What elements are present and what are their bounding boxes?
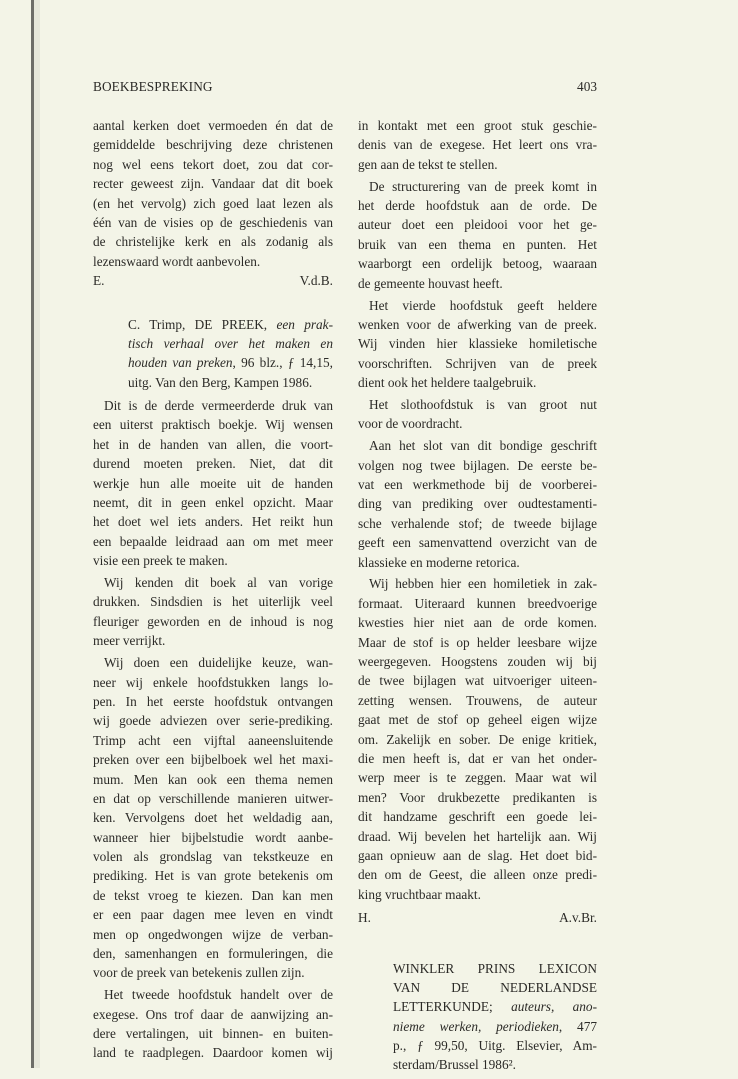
citation-line [393,959,597,978]
citation-line [128,353,333,372]
paragraph [93,396,333,571]
paragraph [358,116,597,174]
text-line: het in de handen van allen, die voort- [93,436,333,452]
text-line: Maar de stof is op helder leesbare wijze [358,634,597,650]
text-line: geeft een samenvattend overzicht van de [358,535,597,551]
text-line: Wij kenden dit boek al van vorige [104,575,333,591]
citation-text: uitg. Van den Berg, Kampen 1986. [128,374,313,390]
text-line: in kontakt met een groot stuk geschie- [358,118,597,133]
review-signoff [93,271,333,290]
text-line: den, samenhangen en formuleringen, die [93,946,333,962]
text-line: het derde hoofdstuk aan de orde. De [358,198,597,214]
citation-subtitle: auteurs, ano- [511,999,597,1015]
citation-subtitle: tisch verhaal over het maken en [128,335,333,351]
signoff-place: H. [358,910,371,926]
book-citation [393,959,597,1075]
text-line: sche verhalende stof; de tweede bijlage [358,515,597,531]
text-line: Aan het slot van dit bondige geschrift [369,438,597,454]
citation-text: LETTERKUNDE; [393,999,512,1015]
citation-text: VAN DE NEDERLANDSE [393,979,597,995]
text-line: fleuriger geworden en de inhoud is nog [93,613,333,629]
text-line: wenken voor de afwerking van de preek. [358,316,597,332]
citation-subtitle: een prak- [276,316,333,332]
citation-line [128,315,333,334]
text-line: die men heeft is, dat er van het onder- [358,751,597,766]
review-signoff [358,908,597,927]
text-line: voor de voordracht. [358,416,463,432]
text-line: wij goede adviezen over serie-prediking. [93,713,333,729]
text-line: draad. Wij bevelen het hartelijk aan. Wij [358,828,597,844]
text-line: men? Voor drukbezette predikanten is [358,789,597,805]
text-line: pen. In het eerste hoofdstuk ontvangen [93,693,333,709]
text-line: preken over een bijbelboek wel het maxi- [93,752,333,768]
text-line: De structurering van de preek komt in [369,178,597,194]
text-line: men op ongedwongen wijze de verban- [93,926,333,942]
text-line: Wij vinden hier klassieke homiletische [358,336,597,352]
page-number: 403 [577,79,597,94]
text-line: neer wij enkele hoofdstukken langs lo- [93,674,333,690]
text-line: de gemeente houvast heeft. [358,275,503,291]
text-line: Trimp acht een vijftal aaneensluitende [93,732,333,748]
text-line: de christelijke kerk en als zodanig als [93,234,333,250]
paragraph [93,116,333,271]
text-line: de tekst vroeg te kiezen. Dan kan men [93,887,333,903]
text-line: auteur doet een pleidooi voor het ge- [358,217,597,233]
text-line: recter geweest zijn. Vandaar dat dit boek [93,176,333,192]
signoff-place: E. [93,273,105,289]
text-line: dient ook het heldere taalgebruik. [358,375,537,391]
text-line: dit handzame geschrift een goede lei- [358,809,597,825]
text-line: Het vierde hoofdstuk geeft heldere [369,297,597,313]
citation-text: C. Trimp, DE PREEK, [128,316,277,332]
text-line: drukken. Sindsdien is het uiterlijk veel [93,594,333,610]
book-citation [128,315,333,393]
citation-line [128,334,333,353]
citation-subtitle: nieme werken, periodieken [393,1018,559,1034]
text-line: king vruchtbaar maakt. [358,886,481,902]
text-line: land te raadplegen. Daardoor komen wij [93,1045,333,1061]
text-line: er een paar dagen mee leven en vindt [93,907,333,923]
text-line: visie een preek te maken. [93,553,228,569]
text-line: vat een werkmethode bij de voorberei- [358,477,597,493]
text-line: waarborgt een ordelijk betoog, waaraan [358,256,597,272]
text-line: klassieke en moderne retorica. [358,554,520,570]
text-line: denis van de exegese. Het leert ons vra- [358,137,597,153]
paragraph [358,395,597,434]
text-line: nog wel eens tekort doet, zou dat cor- [93,156,333,172]
text-line: een uiterst praktisch boekje. Wij wensen [93,417,333,433]
citation-line [393,978,597,997]
text-line: en dat op verschillende manieren uitwer- [93,790,333,806]
text-line: voorschriften. Schrijven van de preek [358,355,597,371]
paragraph [93,985,333,1063]
scan-edge-shadow [34,0,40,1068]
citation-subtitle: houden van preken [128,355,233,371]
right-column [358,116,597,1079]
text-line: Wij hebben hier een homiletiek in zak- [369,576,597,592]
paragraph [93,653,333,983]
text-line: wanneer hier bijbelstudie wordt aanbe- [93,829,333,845]
citation-text: , 96 blz., ƒ 14,15, [232,355,333,371]
text-line: Het slothoofdstuk is van groot nut [369,396,597,412]
text-line: mum. Men kan ook een thema nemen [93,771,333,787]
text-line: (en het vervolg) zich goed laat lezen als [93,195,333,211]
text-line: werkje hun alle moeite uit de handen [93,475,333,491]
running-head: BOEKBESPREKING [93,79,213,94]
text-line: formaat. Uiteraard kunnen breedvoerige [358,595,597,611]
citation-text: p., ƒ 99,50, Uitg. Elsevier, Am- [393,1038,597,1054]
text-line: bruik van een thema en punten. Het [358,236,597,252]
text-line: dere vertalingen, uit binnen- en buiten- [93,1026,333,1042]
citation-line [393,1036,597,1055]
text-line: volgen nog twee bijlagen. De eerste be- [358,457,597,473]
text-line: den om de Geest, die alleen onze predi- [358,867,597,883]
text-line: kwesties hier niet aan de orde komen. [358,615,597,631]
text-line: het doet wel iets anders. Het reikt hun [93,514,333,530]
paragraph [358,436,597,572]
text-line: prediking. Het is van grote betekenis om [93,868,333,884]
text-line: één van de visies op de geschiedenis van [93,214,333,230]
paragraph [358,574,597,904]
citation-line [393,997,597,1016]
citation-line [128,373,333,392]
signoff-initials: A.v.Br. [559,910,597,926]
signoff-initials: V.d.B. [299,273,333,289]
text-line: gaan opnieuw aan de slag. Het doet bid- [358,847,597,863]
text-line: werp meer is te zeggen. Maar wat wil [358,770,597,786]
text-line: weergegeven. Hoogstens zouden wij bij [358,654,597,670]
text-line: lezenswaard wordt aanbevolen. [93,253,261,269]
text-line: exegese. Ons trof daar de aanwijzing an- [93,1006,333,1022]
text-line: de twee bijlagen wat uitvoeriger uiteen- [358,673,597,689]
citation-text: WINKLER PRINS LEXICON [393,960,597,976]
text-line: ken. Vervolgens doet het weldadig aan, [93,810,333,826]
text-line: meer verrijkt. [93,633,166,649]
text-line: neemt, dit in geen enkel opzicht. Maar [93,495,333,511]
text-line: Het tweede hoofdstuk handelt over de [104,987,333,1003]
text-line: volen als grondslag van tekstkeuze en [93,849,333,865]
citation-text: , 477 [558,1018,598,1034]
text-line: voor de preek van betekenis zullen zijn. [93,965,305,981]
text-line: aantal kerken doet vermoeden én dat de [93,118,333,133]
text-line: een bepaalde leidraad aan om met meer [93,533,333,549]
text-line: zetting wensen. Trouwens, de auteur [358,692,597,708]
citation-line [393,1017,597,1036]
text-line: gemiddelde beschrijving deze christenen [93,137,333,153]
text-line: gen aan de tekst te stellen. [358,156,498,172]
text-line: Dit is de derde vermeerderde druk van [104,398,333,414]
text-line: om. Zakelijk en sober. De enige kritiek, [358,731,597,747]
citation-line [393,1055,597,1074]
text-line: ding van prediking over oudtestamenti- [358,496,597,512]
citation-text: sterdam/Brussel 1986². [393,1057,516,1073]
text-line: gaat met de stof op geheel eigen wijze [358,712,597,728]
text-line: durend moeten preken. Niet, dat dit [93,456,333,472]
paragraph [93,573,333,651]
paragraph [358,296,597,393]
left-column [93,116,333,1063]
text-line: Wij doen een duidelijke keuze, wan- [104,655,333,671]
paragraph [358,177,597,293]
